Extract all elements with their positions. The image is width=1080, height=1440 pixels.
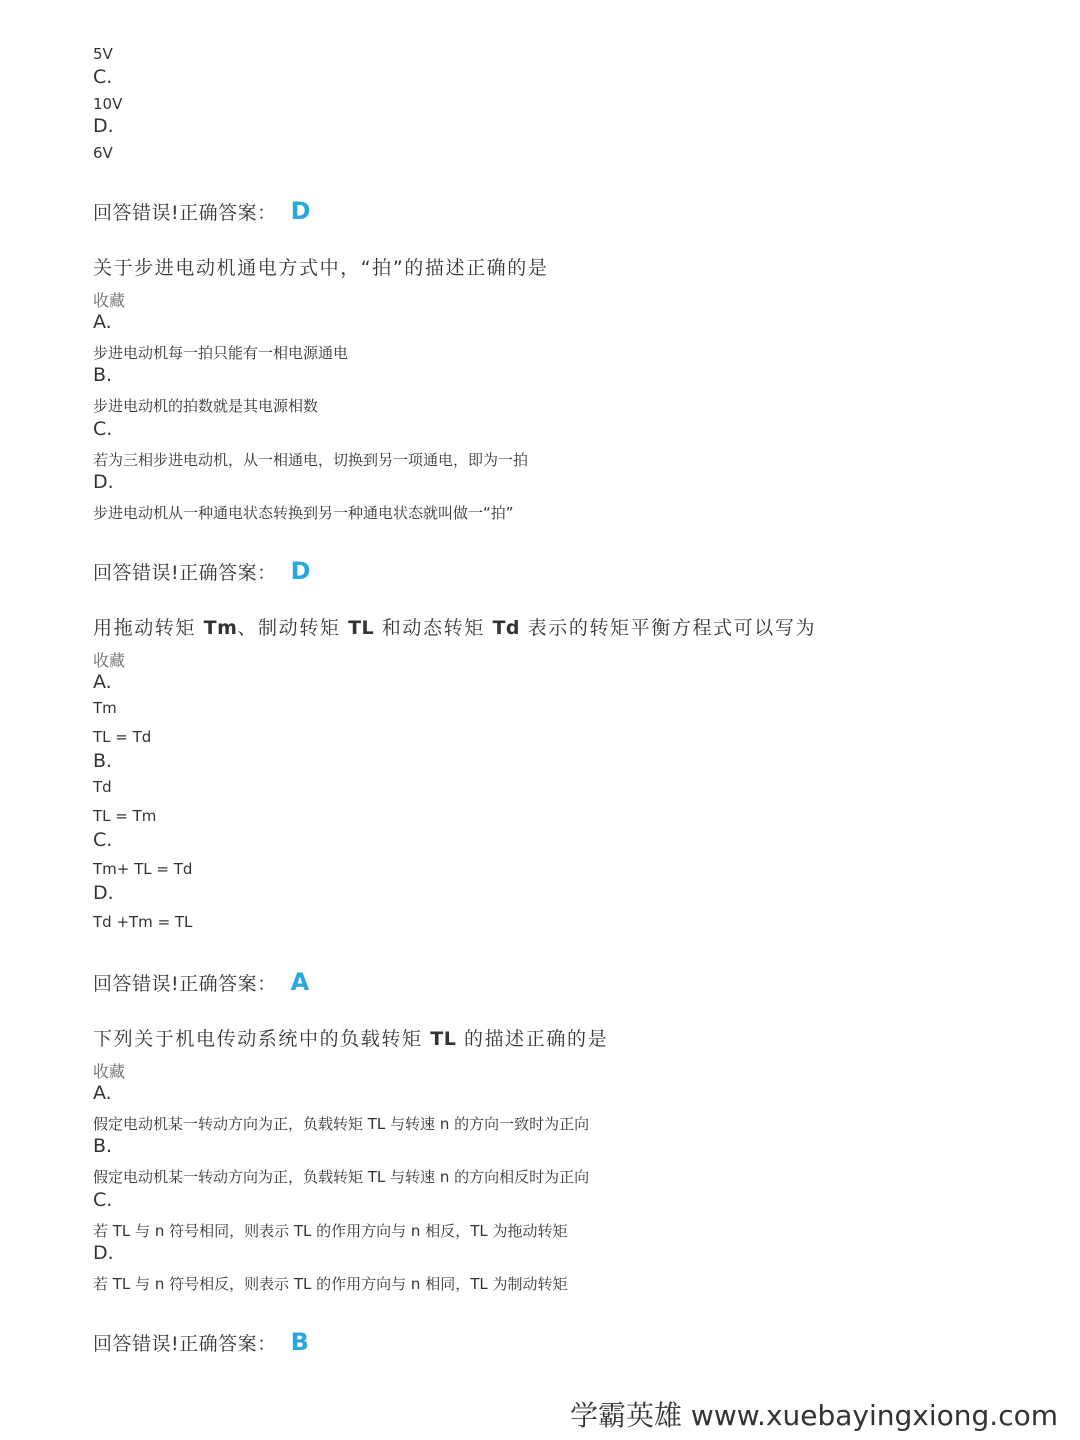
option-text[interactable]: TL = Td — [93, 728, 152, 746]
answer-key: D — [290, 197, 311, 225]
option-letter: D. — [93, 1242, 114, 1264]
option-letter: A. — [93, 1082, 112, 1104]
option-text[interactable]: Td — [93, 778, 112, 796]
collect-link[interactable]: 收藏 — [93, 1062, 126, 1081]
answer-label: 回答错误!正确答案： — [93, 1333, 277, 1355]
question-term: TL — [348, 617, 375, 639]
answer-key: B — [290, 1328, 309, 1356]
answer-key: A — [290, 968, 310, 996]
question-title — [93, 613, 816, 640]
option-letter: B. — [93, 1135, 113, 1157]
option-letter: B. — [93, 364, 113, 386]
question-title — [93, 1024, 608, 1051]
answer-key: D — [290, 557, 311, 585]
option-text[interactable]: Tm — [93, 699, 117, 717]
option-text[interactable]: Tm+ TL = Td — [93, 860, 193, 878]
answer-label: 回答错误!正确答案： — [93, 562, 277, 584]
option-text: 5V — [93, 45, 113, 63]
answer-line — [93, 968, 309, 996]
site-watermark: 学霸英雄 www.xuebayingxiong.com — [570, 1399, 1058, 1432]
option-text: 10V — [93, 95, 123, 113]
option-letter: D. — [93, 882, 114, 904]
option-letter: C. — [93, 66, 113, 88]
question-text: 用拖动转矩 — [93, 617, 197, 639]
option-letter: C. — [93, 1189, 113, 1211]
question-text: 表示的转矩平衡方程式可以写为 — [527, 617, 817, 639]
option-text: 6V — [93, 144, 113, 162]
answer-line — [93, 1328, 309, 1356]
option-text[interactable]: 假定电动机某一转动方向为正，负载转矩 TL 与转速 n 的方向一致时为正向 — [93, 1115, 590, 1133]
option-text[interactable]: 步进电动机的拍数就是其电源相数 — [93, 397, 319, 415]
option-letter: A. — [93, 671, 112, 693]
option-letter: C. — [93, 829, 113, 851]
question-term: TL — [430, 1028, 457, 1050]
question-text: 、制动转矩 — [237, 617, 341, 639]
option-text[interactable]: 步进电动机每一拍只能有一相电源通电 — [93, 344, 349, 362]
question-term: Td — [492, 617, 521, 639]
option-letter: B. — [93, 750, 113, 772]
option-text[interactable]: 步进电动机从一种通电状态转换到另一种通电状态就叫做一“拍” — [93, 504, 514, 522]
answer-label: 回答错误!正确答案： — [93, 973, 277, 995]
option-letter: D. — [93, 471, 114, 493]
option-text[interactable]: TL = Tm — [93, 807, 157, 825]
option-letter: C. — [93, 418, 113, 440]
answer-line — [93, 197, 311, 225]
option-text[interactable]: 若 TL 与 n 符号相反，则表示 TL 的作用方向与 n 相同，TL 为制动转矩 — [93, 1275, 568, 1293]
option-text[interactable]: 若为三相步进电动机，从一相通电，切换到另一项通电，即为一拍 — [93, 451, 529, 469]
question-text: 的描述正确的是 — [463, 1028, 609, 1050]
option-letter: A. — [93, 311, 112, 333]
option-text[interactable]: 假定电动机某一转动方向为正，负载转矩 TL 与转速 n 的方向相反时为正向 — [93, 1168, 590, 1186]
question-title: 关于步进电动机通电方式中，“拍”的描述正确的是 — [93, 257, 549, 279]
question-term: Tm — [203, 617, 238, 639]
option-text[interactable]: 若 TL 与 n 符号相同，则表示 TL 的作用方向与 n 相反，TL 为拖动转矩 — [93, 1222, 568, 1240]
question-text: 下列关于机电传动系统中的负载转矩 — [93, 1028, 423, 1050]
answer-label: 回答错误!正确答案： — [93, 202, 277, 224]
option-text[interactable]: Td +Tm = TL — [93, 913, 193, 931]
collect-link[interactable]: 收藏 — [93, 651, 126, 670]
collect-link[interactable]: 收藏 — [93, 291, 126, 310]
option-letter: D. — [93, 115, 114, 137]
answer-line — [93, 557, 311, 585]
question-text: 和动态转矩 — [381, 617, 485, 639]
